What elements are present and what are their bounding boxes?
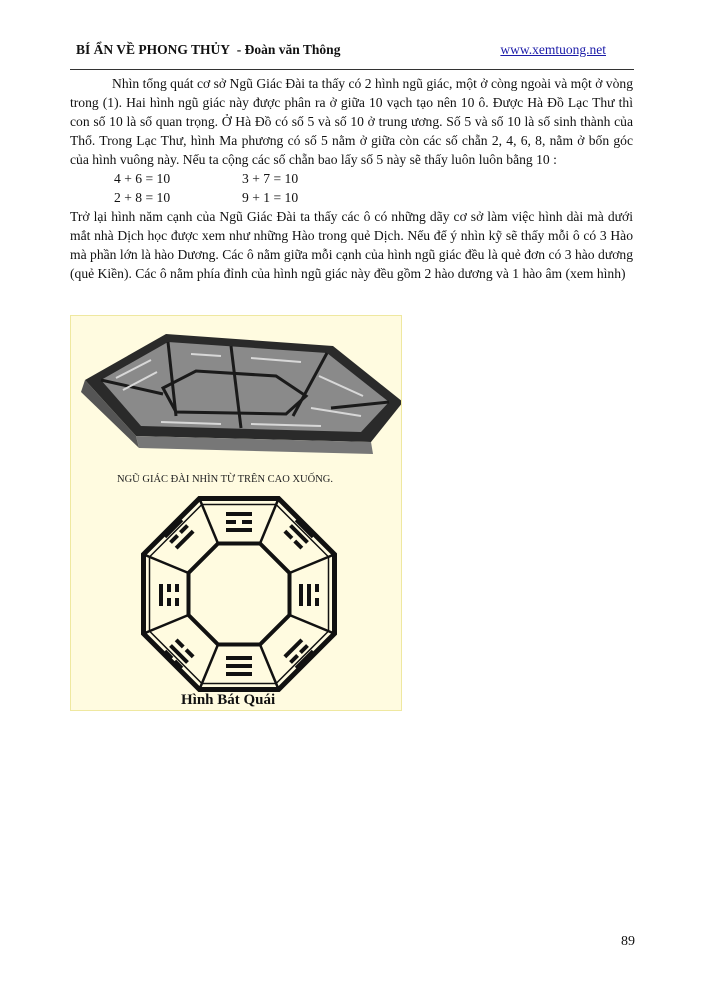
equation: 2 + 8 = 10 xyxy=(114,190,171,205)
author-name: - Đoàn văn Thông xyxy=(236,42,341,57)
paragraph-2: Trở lại hình năm cạnh của Ngũ Giác Đài ta thấy các ô có những dãy cơ sở làm việc hình dài mà dưới mắt nhà Dịch học được xem như những Hào trong quẻ Dịch. Nếu để ý nhìn kỹ sẽ thấy mỗi ô có 3 Hào mà phần lớn là hào Dương. Các ô nằm giữa mỗi cạnh của hình ngũ giác đều là quẻ đơn có 3 hào dương (quẻ Kiền). Các ô nằm phía đỉnh của hình ngũ giác này đều gồm 2 hào dương và 1 hào âm (xem hình) xyxy=(70,209,633,281)
bat-quai-illustration xyxy=(144,499,335,690)
figure-image xyxy=(70,315,402,711)
page-number: 89 xyxy=(621,934,635,949)
figure-top-caption: NGŨ GIÁC ĐÀI NHÌN TỪ TRÊN CAO XUỐNG. xyxy=(117,474,333,485)
figure-illustration xyxy=(71,316,402,711)
header-divider xyxy=(70,69,634,70)
figure-bottom-caption: Hình Bát Quái xyxy=(181,692,276,708)
paragraph-1: Nhìn tổng quát cơ sở Ngũ Giác Đài ta thấy có 2 hình ngũ giác, một ở còng ngoài và một ở vòng trong (1). Hai hình ngũ giác này được phân ra ở giữa 10 vạch tạo nên 10 ô. Được Hà Đồ Lạc Thư thì con số 10 là số quan trọng. Ở Hà Đồ có số 5 và số 10 ở trung ương. Số 5 và số 10 là số sinh thành của Thổ. Trong Lạc Thư, hình Ma phương có số 5 nằm ở giữa còn các số chẵn 2, 4, 6, 8, nằm ở bốn góc của hình vuông này. Nếu ta cộng các số chẵn bao lấy số 5 này sẽ thấy luôn luôn bằng 10 : xyxy=(70,76,633,167)
book-title xyxy=(76,42,340,58)
website-link[interactable]: www.xemtuong.net xyxy=(500,42,606,57)
book-title-text: BÍ ẨN VỀ PHONG THỦY xyxy=(76,42,231,57)
equation: 3 + 7 = 10 xyxy=(242,171,299,186)
equation: 4 + 6 = 10 xyxy=(114,171,171,186)
equation-row-2 xyxy=(70,188,633,207)
pentagon-building-illustration xyxy=(81,334,402,454)
page-header xyxy=(76,42,606,62)
body-text xyxy=(70,74,633,283)
equation: 9 + 1 = 10 xyxy=(242,190,299,205)
equation-row-1 xyxy=(70,169,633,188)
